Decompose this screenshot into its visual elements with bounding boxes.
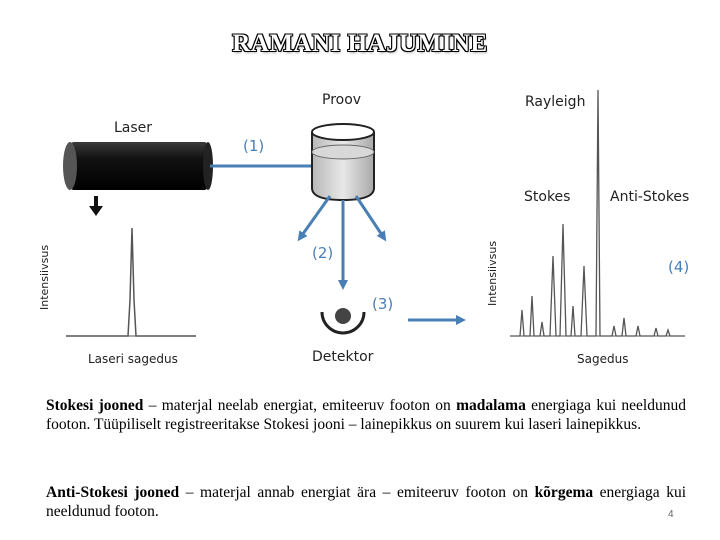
step-2-label: (2)	[312, 244, 334, 262]
anti-stokes-paragraph	[46, 483, 686, 521]
intensity-axis-label-right: Intensiivsus	[486, 240, 499, 306]
stokes-term: Stokesi jooned	[46, 397, 144, 414]
sample-label: Proov	[322, 92, 362, 108]
raman-spectrum-plot	[510, 90, 685, 336]
laser-frequency-label: Laseri sagedus	[88, 352, 178, 366]
frequency-label: Sagedus	[577, 352, 629, 366]
step-4-label: (4)	[668, 258, 690, 276]
rayleigh-label: Rayleigh	[525, 94, 586, 110]
detector-label: Detektor	[312, 349, 374, 365]
intensity-axis-label-left: Intensiivsus	[38, 244, 51, 310]
stokes-text-before: – materjal neelab energiat, emiteeruv footon on	[143, 397, 457, 414]
anti-stokes-term: Anti-Stokesi jooned	[46, 484, 180, 501]
anti-stokes-text-after: energiaga kui neeldunud footon.	[46, 484, 686, 520]
sample-beaker-icon	[312, 124, 374, 200]
laser-label: Laser	[114, 120, 153, 136]
page-title: RAMANI HAJUMINE	[232, 30, 488, 57]
scatter-arrow-left	[300, 196, 330, 238]
detector-icon	[322, 308, 364, 333]
step-3-label: (3)	[372, 295, 394, 313]
stokes-paragraph	[46, 396, 686, 434]
stokes-label: Stokes	[524, 189, 571, 205]
step-1-label: (1)	[243, 137, 265, 155]
laser-spectrum-plot	[66, 228, 196, 336]
page-number: 4	[668, 509, 674, 520]
scatter-arrow-right	[356, 196, 384, 238]
anti-stokes-emph: kõrgema	[534, 484, 594, 501]
anti-stokes-label: Anti-Stokes	[610, 189, 690, 205]
anti-stokes-text-before: – materjal annab energiat ära – emiteeruv footon on	[179, 484, 535, 501]
laser-output-arrow-icon	[89, 196, 103, 216]
stokes-emph: madalama	[456, 397, 526, 414]
stokes-text-after: energiaga kui neeldunud footon. Tüüpiliselt registreeritakse Stokesi jooni – lainepikkus on suurem kui laseri lainepikkus.	[46, 397, 686, 433]
laser-cylinder-icon	[63, 142, 213, 190]
